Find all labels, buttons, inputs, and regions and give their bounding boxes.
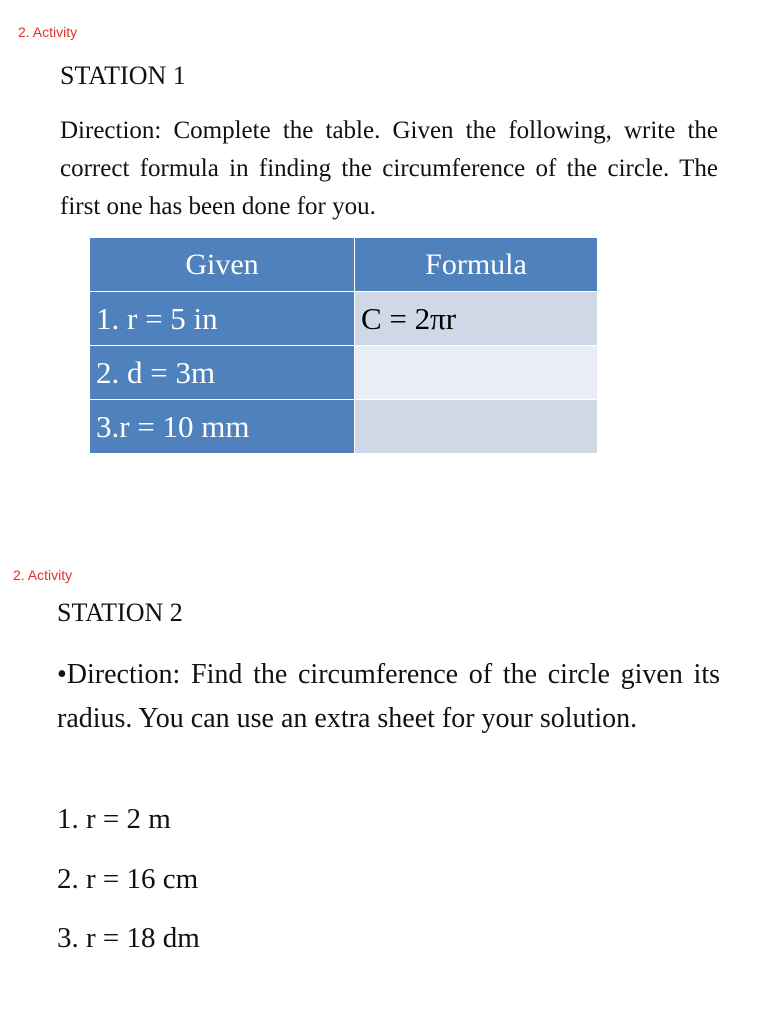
station-1-title: STATION 1	[60, 61, 186, 90]
table-header-row	[90, 238, 598, 292]
formula-table	[89, 237, 598, 454]
header-formula: Formula	[355, 238, 598, 292]
given-cell: 3.r = 10 mm	[90, 400, 355, 454]
activity-tag-2: 2. Activity	[13, 567, 73, 583]
given-cell: 2. d = 3m	[90, 346, 355, 400]
station-2-title: STATION 2	[57, 598, 183, 627]
problem-item: 3. r = 18 dm	[57, 922, 200, 954]
formula-cell[interactable]	[355, 346, 598, 400]
station-2-direction: •Direction: Find the circumference of the circle given its radius. You can use an extra sheet for your solution.	[57, 659, 720, 734]
table-row	[90, 292, 598, 346]
activity-tag-1: 2. Activity	[18, 24, 78, 40]
formula-cell[interactable]	[355, 400, 598, 454]
table-row	[90, 400, 598, 454]
header-given: Given	[90, 238, 355, 292]
problem-item: 1. r = 2 m	[57, 803, 171, 835]
table-row	[90, 346, 598, 400]
given-cell: 1. r = 5 in	[90, 292, 355, 346]
station-1-direction: Direction: Complete the table. Given the following, write the correct formula in finding the circumference of the circle. The first one has been done for you.	[60, 117, 718, 220]
problem-item: 2. r = 16 cm	[57, 863, 199, 895]
formula-cell[interactable]: C = 2πr	[355, 292, 598, 346]
